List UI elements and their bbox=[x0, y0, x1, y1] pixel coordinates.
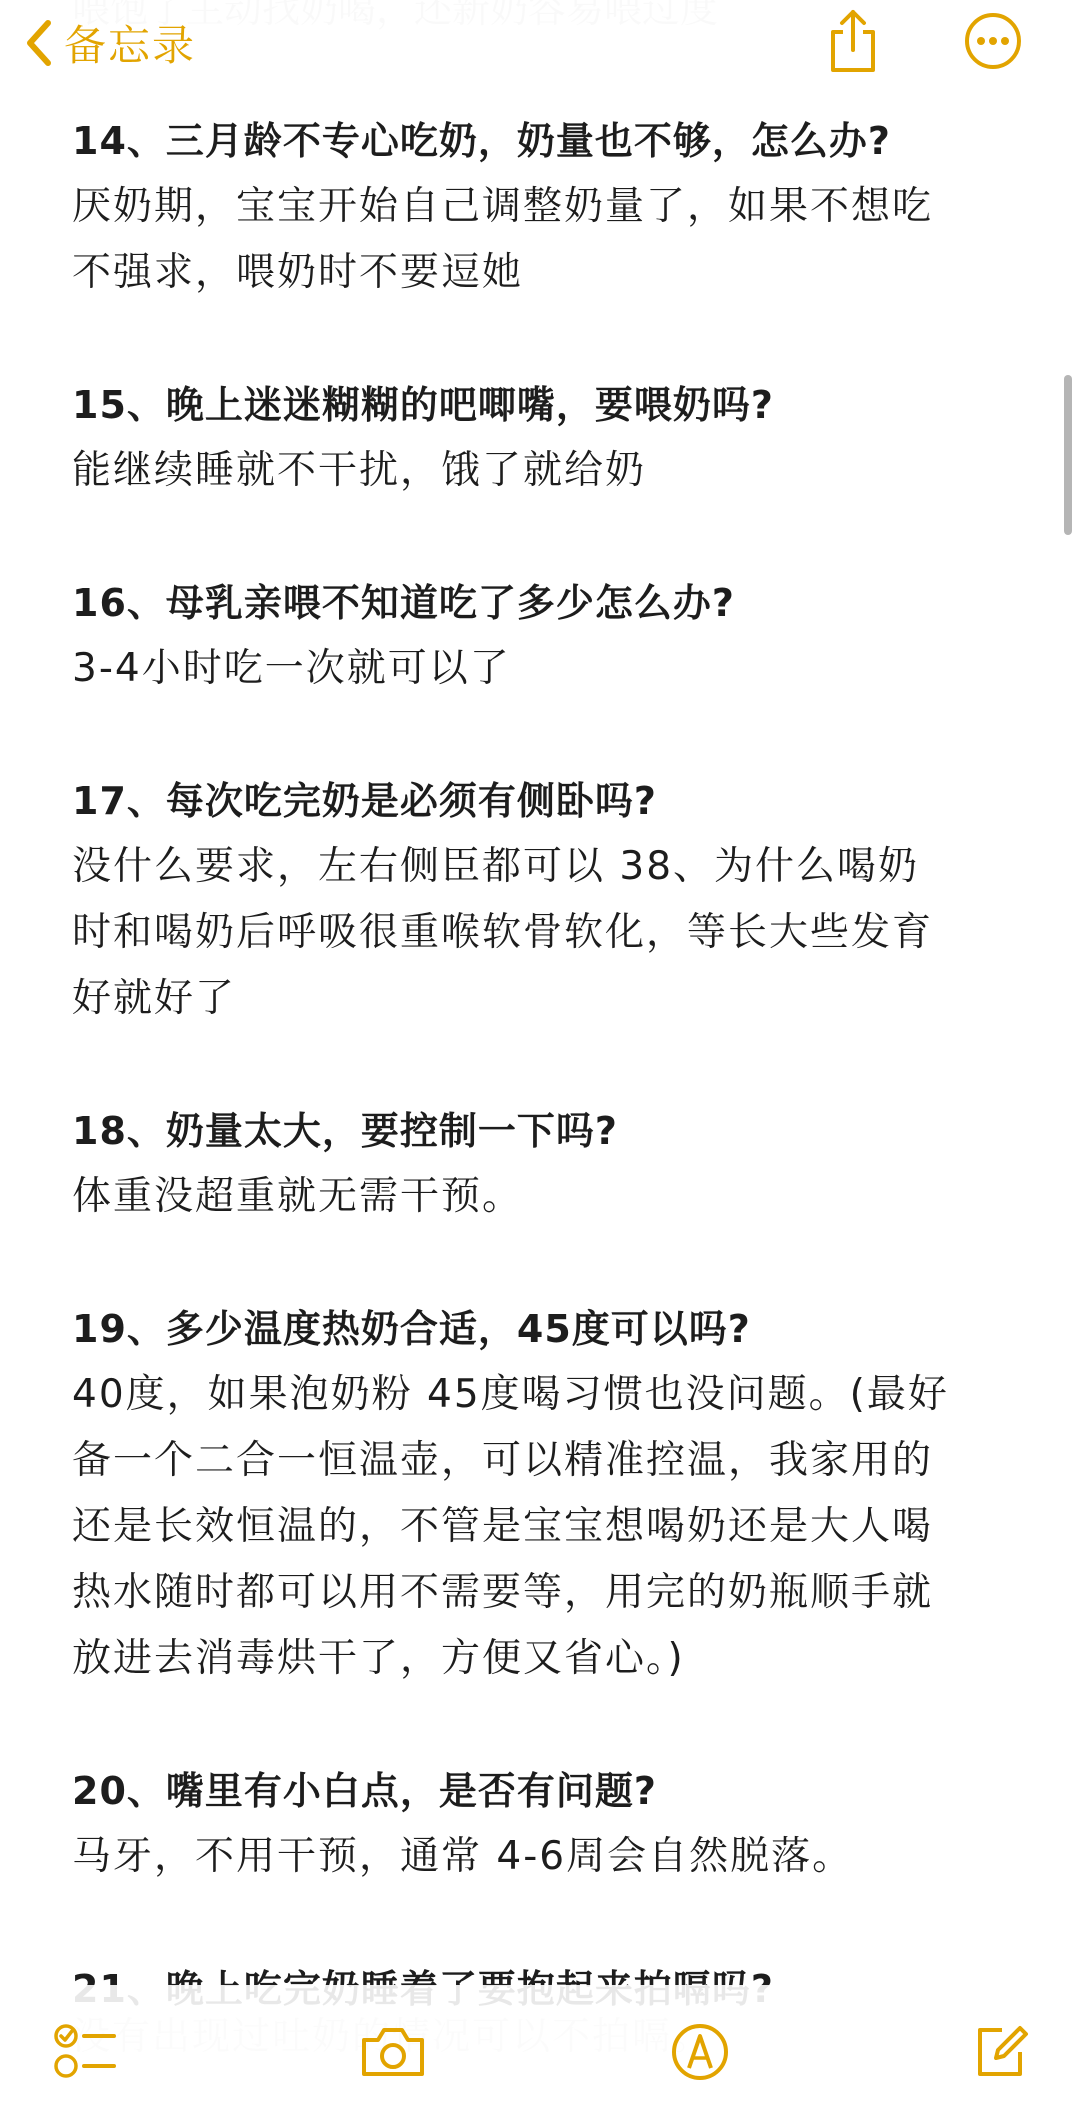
share-button[interactable] bbox=[818, 8, 888, 78]
answer-line: 放进去消毒烘干了，方便又省心。) bbox=[72, 1636, 685, 1681]
share-icon bbox=[825, 8, 881, 78]
answer-line: 3-4小时吃一次就可以了 bbox=[72, 646, 511, 691]
question-heading: 15、晚上迷迷糊糊的吧唧嘴，要喂奶吗? bbox=[72, 383, 774, 427]
question-heading: 19、多少温度热奶合适，45度可以吗? bbox=[72, 1307, 751, 1351]
answer-line: 没什么要求，左右侧臣都可以 38、为什么喝奶 bbox=[72, 844, 920, 889]
checklist-icon bbox=[54, 2020, 118, 2088]
answer-line: 马牙，不用干预，通常 4-6周会自然脱落。 bbox=[72, 1834, 854, 1879]
question-heading: 16、母乳亲喂不知道吃了多少怎么办? bbox=[72, 581, 735, 625]
question-heading: 18、奶量太大，要控制一下吗? bbox=[72, 1109, 618, 1153]
answer-line: 厌奶期，宝宝开始自己调整奶量了，如果不想吃 bbox=[72, 184, 934, 229]
compose-icon bbox=[972, 2022, 1032, 2086]
answer-line: 好就好了 bbox=[72, 976, 237, 1021]
qa-item bbox=[72, 108, 1002, 306]
camera-icon bbox=[358, 2024, 428, 2084]
bottom-toolbar bbox=[0, 1985, 1080, 2107]
answer-line: 备一个二合一恒温壶，可以精准控温，我家用的 bbox=[72, 1438, 934, 1483]
answer-line: 体重没超重就无需干预。 bbox=[72, 1174, 524, 1219]
qa-item bbox=[72, 1098, 1002, 1230]
back-button[interactable] bbox=[24, 8, 196, 78]
question-heading: 14、三月龄不专心吃奶，奶量也不够，怎么办? bbox=[72, 119, 891, 163]
qa-item bbox=[72, 1758, 1002, 1890]
more-icon bbox=[963, 11, 1023, 75]
note-body[interactable] bbox=[72, 108, 1002, 2088]
question-heading: 17、每次吃完奶是必须有侧卧吗? bbox=[72, 779, 657, 823]
answer-line: 还是长效恒温的，不管是宝宝想喝奶还是大人喝 bbox=[72, 1504, 934, 1549]
answer-line: 热水随时都可以用不需要等，用完的奶瓶顺手就 bbox=[72, 1570, 934, 1615]
answer-line: 40度，如果泡奶粉 45度喝习惯也没问题。(最好 bbox=[72, 1372, 949, 1417]
back-label: 备忘录 bbox=[64, 21, 197, 70]
checklist-button[interactable] bbox=[50, 2018, 122, 2090]
qa-item bbox=[72, 768, 1002, 1032]
answer-line: 能继续睡就不干扰，饿了就给奶 bbox=[72, 448, 647, 493]
markup-button[interactable] bbox=[664, 2018, 736, 2090]
scrollbar[interactable] bbox=[1064, 375, 1072, 535]
navigation-bar bbox=[0, 0, 1080, 100]
answer-line: 时和喝奶后呼吸很重喉软骨软化，等长大些发育 bbox=[72, 910, 934, 955]
answer-line: 不强求，喂奶时不要逗她 bbox=[72, 250, 524, 295]
qa-item bbox=[72, 372, 1002, 504]
qa-item bbox=[72, 1296, 1002, 1692]
question-heading: 20、嘴里有小白点，是否有问题? bbox=[72, 1769, 657, 1813]
chevron-left-icon bbox=[24, 18, 54, 68]
more-button[interactable] bbox=[958, 8, 1028, 78]
compose-button[interactable] bbox=[966, 2018, 1038, 2090]
markup-pen-icon bbox=[670, 2022, 730, 2086]
qa-item bbox=[72, 570, 1002, 702]
camera-button[interactable] bbox=[357, 2018, 429, 2090]
